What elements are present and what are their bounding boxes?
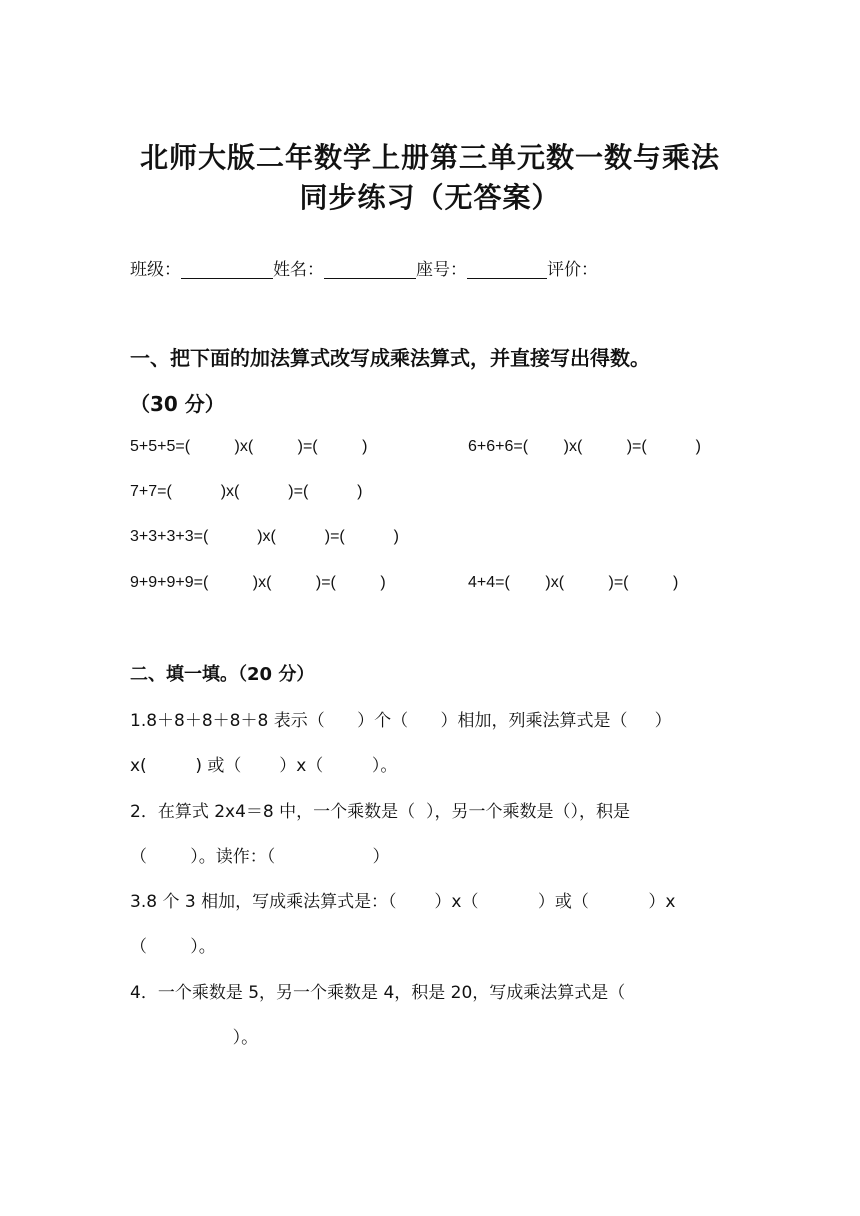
section-1-score: （30 分） [130,392,225,416]
title-line-1: 北师大版二年数学上册第三单元数一数与乘法 [139,141,720,174]
formula-item: 5+5+5=( )x( )=( ) [130,438,368,455]
seat-label: 座号： [416,260,467,280]
question-line: 1.8＋8＋8＋8＋8 表示（ ）个（ ）相加，列乘法算式是（ ） [130,711,672,731]
question-line: x( ) 或（ ）x（ ）。 [130,756,398,776]
question-line: ）。 [130,1028,259,1048]
student-info-row [130,255,598,280]
grade-label: 评价： [547,260,598,280]
seat-blank[interactable] [467,258,547,279]
section-2-heading: 二、填一填。（20 分） [130,664,315,685]
name-blank[interactable] [324,258,416,279]
formula-item: 4+4=( )x( )=( ) [468,574,679,591]
section-1-heading: 一、把下面的加法算式改写成乘法算式，并直接写出得数。 [130,346,650,370]
question-line: （ ）。 [130,937,216,957]
title-line-2: 同步练习（无答案） [299,181,561,214]
formula-item: 7+7=( )x( )=( ) [130,483,363,500]
question-line: （ ）。读作：（ ） [130,847,390,867]
question-line: 2．在算式 2x4＝8 中，一个乘数是（ ），另一个乘数是（），积是 [130,802,630,822]
question-line: 4．一个乘数是 5，另一个乘数是 4，积是 20，写成乘法算式是（ [130,983,626,1003]
formula-item: 9+9+9+9=( )x( )=( ) [130,574,386,591]
question-line: 3.8 个 3 相加，写成乘法算式是：（ ）x（ ）或（ ）x [130,892,676,912]
formula-item: 3+3+3+3=( )x( )=( ) [130,528,399,545]
name-label: 姓名： [273,260,324,280]
class-label: 班级： [130,260,181,280]
class-blank[interactable] [181,258,273,279]
formula-item: 6+6+6=( )x( )=( ) [468,438,701,455]
